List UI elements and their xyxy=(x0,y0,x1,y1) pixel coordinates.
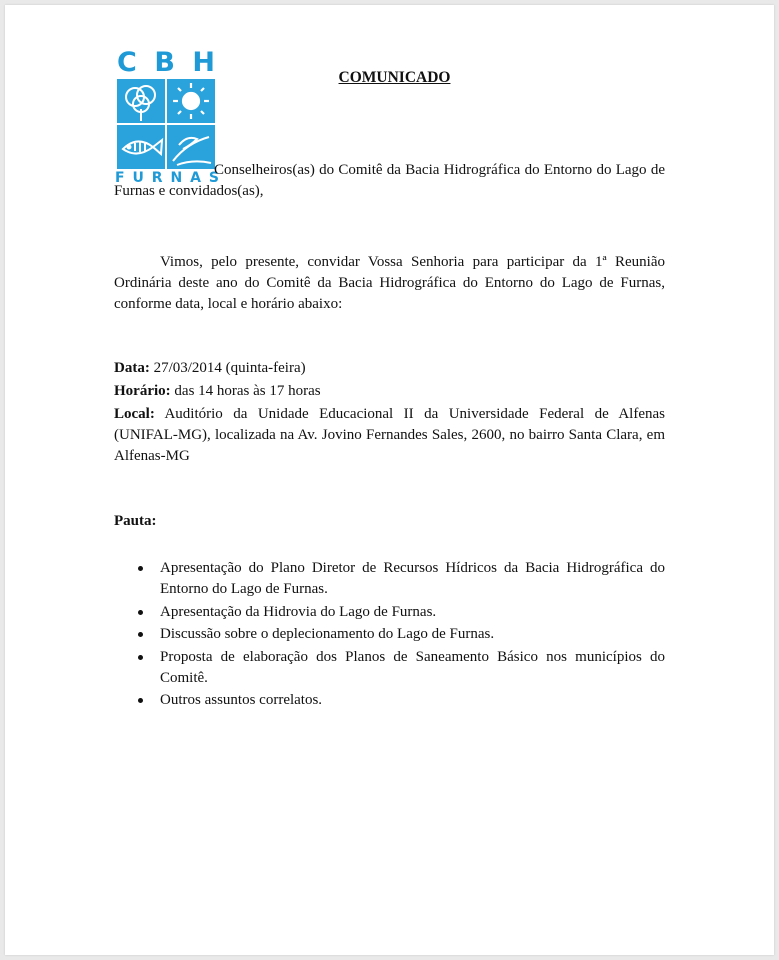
agenda-item: Apresentação do Plano Diretor de Recursos Hídricos da Bacia Hidrográfica do Entorno do Lago de Furnas. xyxy=(135,558,665,600)
logo-letter-c: C xyxy=(117,47,137,78)
logo-emblem xyxy=(117,79,215,169)
document-title-text: COMUNICADO xyxy=(338,69,451,86)
time-value: das 14 horas às 17 horas xyxy=(170,383,321,399)
bullet-icon xyxy=(138,610,143,615)
agenda-list xyxy=(135,558,665,713)
location-value: Auditório da Unidade Educacional II da Universidade Federal de Alfenas (UNIFAL-MG), localizada na Av. Jovino Fernandes Sales, 2600, no bairro Santa Clara, em Alfenas-MG xyxy=(114,406,665,464)
date-line xyxy=(114,358,665,379)
logo-letter-h: H xyxy=(192,47,215,78)
intro-paragraph: Vimos, pelo presente, convidar Vossa Senhoria para participar da 1ª Reunião Ordinária deste ano do Comitê da Bacia Hidrográfica do Entorno do Lago de Furnas, conforme data, local e horário abaixo: xyxy=(114,254,665,312)
bullet-icon xyxy=(138,566,143,571)
bullet-icon xyxy=(138,698,143,703)
agenda-item: Outros assuntos correlatos. xyxy=(135,690,665,711)
agenda-item: Proposta de elaboração dos Planos de Saneamento Básico nos municípios do Comitê. xyxy=(135,647,665,689)
date-value: 27/03/2014 (quinta-feira) xyxy=(149,360,306,376)
document-page xyxy=(5,5,774,955)
agenda-heading: Pauta: xyxy=(114,513,157,529)
bullet-icon xyxy=(138,632,143,637)
document-title xyxy=(5,69,774,87)
bullet-icon xyxy=(138,655,143,660)
date-label: Data: xyxy=(114,360,150,376)
agenda-item: Discussão sobre o deplecionamento do Lago de Furnas. xyxy=(135,624,665,645)
time-label: Horário: xyxy=(114,383,171,399)
logo-letter-b: B xyxy=(154,47,175,78)
agenda-item: Apresentação da Hidrovia do Lago de Furnas. xyxy=(135,602,665,623)
location-label: Local: xyxy=(114,406,155,422)
greeting-paragraph: Conselheiros(as) do Comitê da Bacia Hidrográfica do Entorno do Lago de Furnas e convidados(as), xyxy=(114,162,665,199)
location-line xyxy=(114,404,665,467)
logo-word: F U R N A S xyxy=(115,170,219,186)
time-line xyxy=(114,381,665,402)
